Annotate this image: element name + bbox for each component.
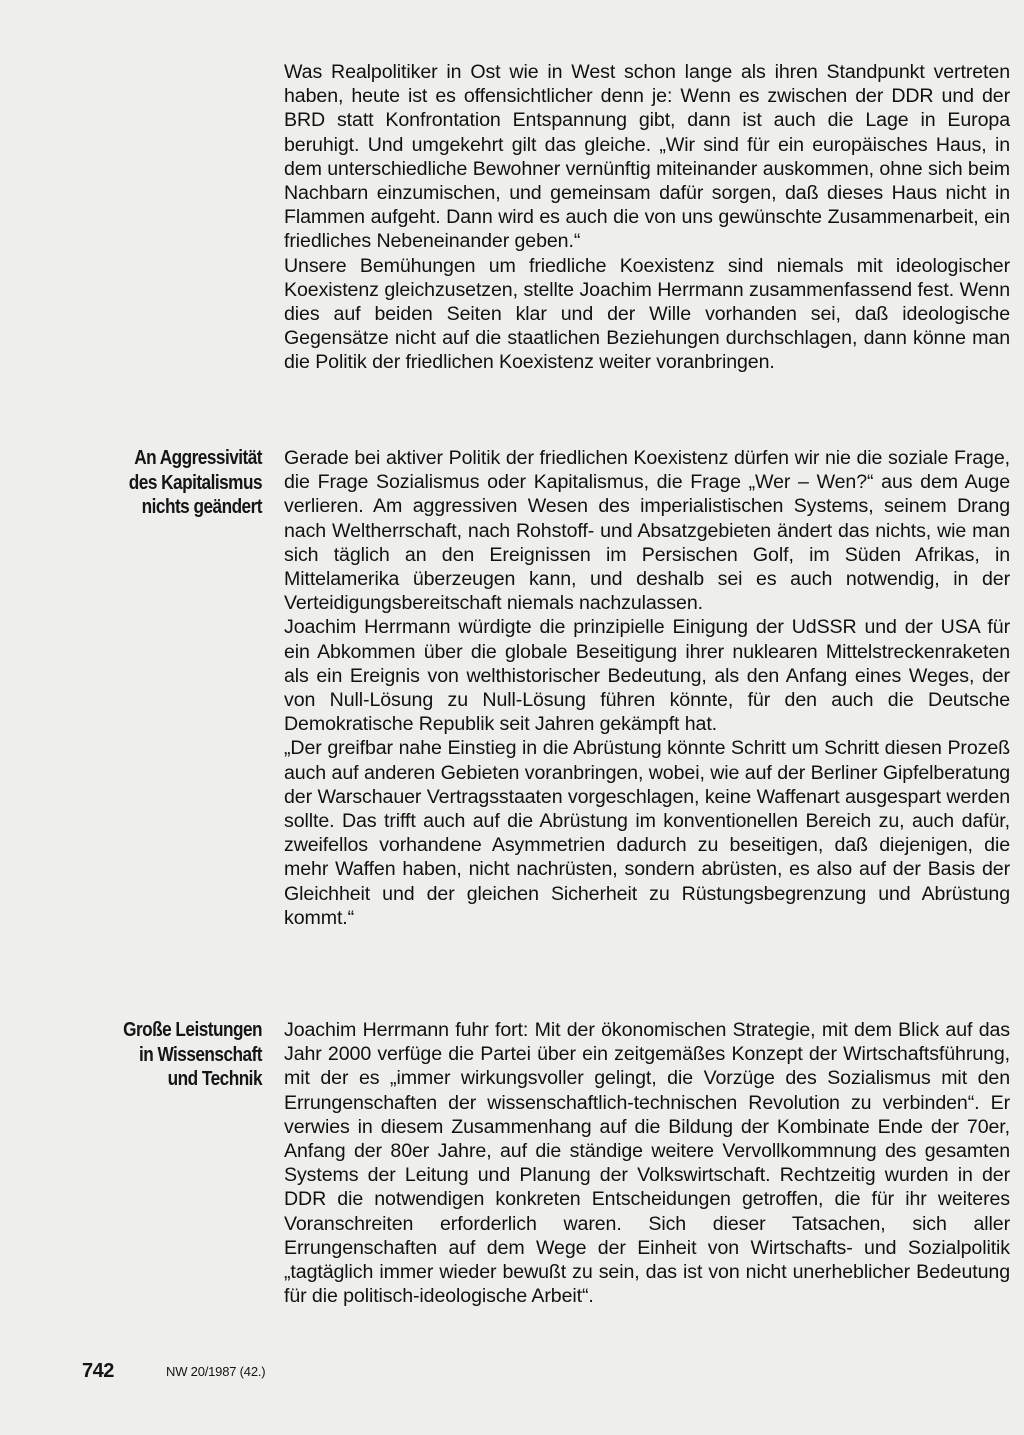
- paragraph: Joachim Herrmann würdigte die prinzipielle Einigung der UdSSR und der USA für ein Abkommen über die globale Beseitigung ihrer nuklearen Mittelstreckenraketen als ein Ereignis von welthistorischer Bedeutung, als den Anfang eines Weges, der von Null-Lösung zu Null-Lösung führen könnte, für den auch die Deutsche Demokratische Republik seit Jahren gekämpft hat.: [284, 616, 1010, 736]
- margin-heading-aggressivitaet: [88, 446, 262, 520]
- section-1-body: [284, 60, 1010, 375]
- paragraph: Was Realpolitiker in Ost wie in West schon lange als ihren Standpunkt vertreten haben, heute ist es offensichtlicher denn je: Wenn es zwischen der DDR und der BRD statt Konfrontation Entspannung gibt, dann ist auch die Lage in Europa beruhigt. Und umgekehrt gilt das gleiche. „Wir sind für ein europäisches Haus, in dem unterschiedliche Bewohner vernünftig miteinander auskommen, ohne sich beim Nachbarn einzumischen, und gemeinsam dafür sorgen, daß dieses Haus nicht in Flammen aufgeht. Dann wird es auch die von uns gewünschte Zusammenarbeit, ein friedliches Nebeneinander geben.“: [284, 61, 1010, 253]
- margin-heading-line: in Wissenschaft: [138, 1043, 262, 1066]
- page-number: 742: [82, 1360, 114, 1382]
- journal-reference: NW 20/1987 (42.): [166, 1364, 266, 1379]
- margin-heading-line: An Aggressivität: [134, 447, 262, 469]
- section-2-body: [284, 446, 1010, 930]
- margin-heading-line: nichts geändert: [141, 496, 262, 518]
- margin-heading-line: und Technik: [167, 1068, 262, 1090]
- paragraph: Joachim Herrmann fuhr fort: Mit der ökonomischen Strategie, mit dem Blick auf das Jahr 2000 verfüge die Partei über ein zeitgemäßes Konzept der Wirtschaftsführung, mit der es „immer wirkungsvoller gelingt, die Vorzüge des Sozialismus mit den Errungenschaften der wissenschaftlich-technischen Revolution zu verbinden“. Er verwies in diesem Zusammenhang auf die Bildung der Kombinate Ende der 70er, Anfang der 80er Jahre, auf die ständige weitere Vervollkommnung des gesamten Systems der Leitung und Planung der Volkswirtschaft. Rechtzeitig wurden in der DDR die notwendigen konkreten Entscheidungen getroffen, die für ihr weiteres Voranschreiten erforderlich waren. Sich dieser Tatsachen, sich aller Errungenschaften auf dem Wege der Einheit von Wirtschafts- und Sozialpolitik „tagtäglich immer wieder bewußt zu sein, das ist von nicht unerheblicher Bedeutung für die politisch-ideologische Arbeit“.: [284, 1019, 1010, 1308]
- section-3-body: [284, 1018, 1010, 1308]
- paragraph: Unsere Bemühungen um friedliche Koexistenz sind niemals mit ideologischer Koexistenz gleichzusetzen, stellte Joachim Herrmann zusammenfassend fest. Wenn dies auf beiden Seiten klar und der Wille vorhanden sei, daß ideologische Gegensätze nicht auf die staatlichen Beziehungen durchschlagen, dann könne man die Politik der friedlichen Koexistenz weiter voranbringen.: [284, 254, 1010, 374]
- margin-heading-leistungen: [88, 1018, 262, 1092]
- margin-heading-line: des Kapitalismus: [128, 471, 262, 494]
- paragraph: „Der greifbar nahe Einstieg in die Abrüstung könnte Schritt um Schritt diesen Prozeß auch auf anderen Gebieten voranbringen, wobei, wie auf der Berliner Gipfelberatung der Warschauer Vertragsstaaten vorgeschlagen, keine Waffenart ausgespart werden sollte. Das trifft auch auf die Abrüstung im konventionellen Bereich zu, auch dafür, zweifellos vorhandene Asymmetrien dadurch zu beseitigen, daß diejenigen, die mehr Waffen haben, nicht nachrüsten, sondern abrüsten, es also auf der Basis der Gleichheit und der gleichen Sicherheit zu Rüstungsbegrenzung und Abrüstung kommt.“: [284, 737, 1010, 929]
- paragraph: Gerade bei aktiver Politik der friedlichen Koexistenz dürfen wir nie die soziale Frage, die Frage Sozialismus oder Kapitalismus, die Frage „Wer – Wen?“ aus dem Auge verlieren. Am aggressiven Wesen des imperialistischen Systems, seinem Drang nach Weltherrschaft, nach Rohstoff- und Absatzgebieten ändert das nichts, wie man sich täglich an den Ereignissen im Persischen Golf, im Süden Afrikas, in Mittelamerika überzeugen kann, und deshalb sei es auch notwendig, in der Verteidigungsbereitschaft niemals nachzulassen.: [284, 447, 1010, 615]
- margin-heading-line: Große Leistungen: [123, 1019, 262, 1041]
